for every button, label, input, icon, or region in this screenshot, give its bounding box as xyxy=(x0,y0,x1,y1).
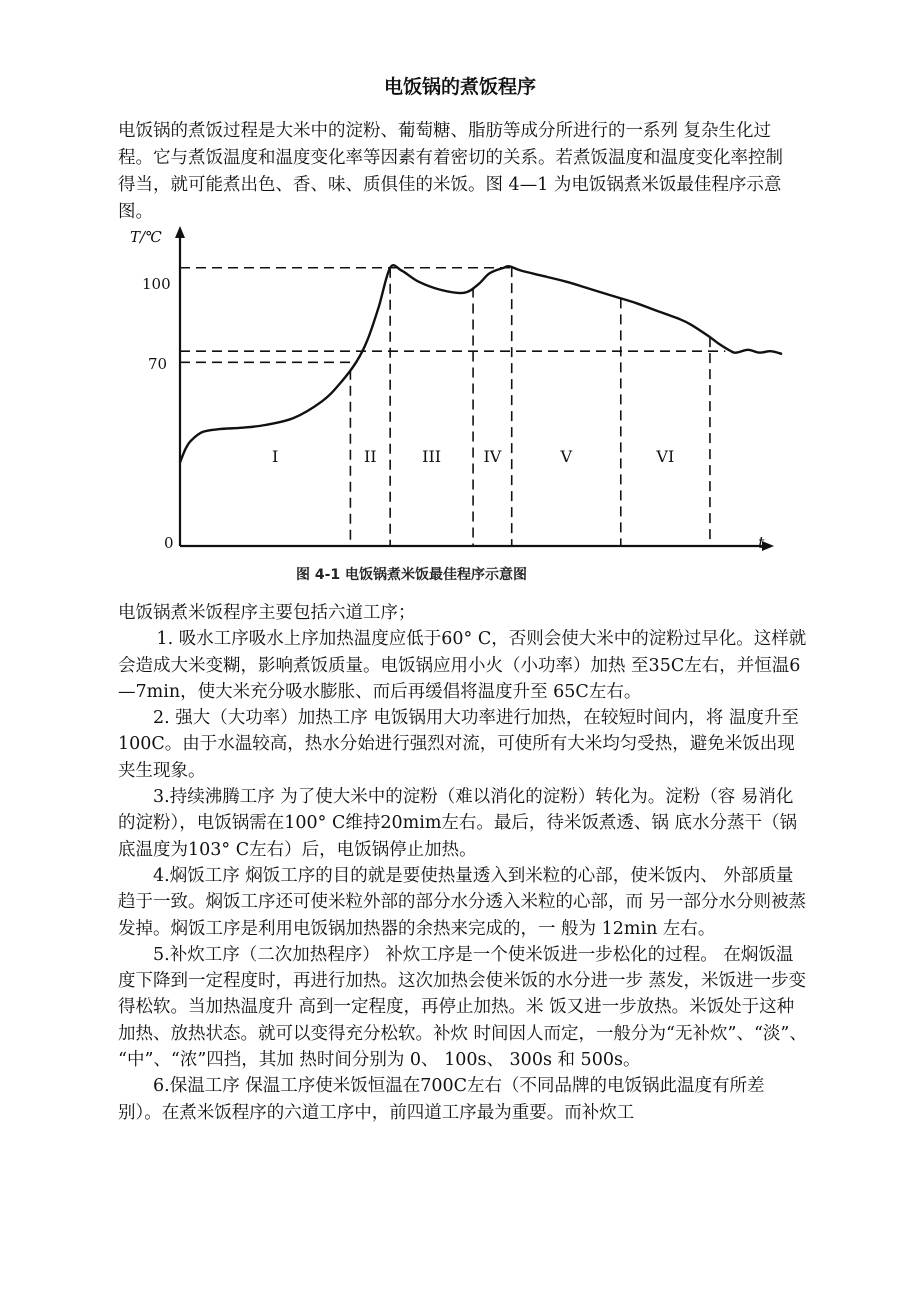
figure-4-1 xyxy=(118,220,798,590)
step-2: 2. 强大（大功率）加热工序 电饭锅用大功率进行加热，在较短时间内，将 温度升至100C。由于水温较高，热水分始进行强烈对流，可使所有大米均匀受热，避免米饭出现夹生现象。 xyxy=(118,708,799,781)
intro-paragraph: 电饭锅的煮饭过程是大米中的淀粉、葡萄糖、脂肪等成分所进行的一系列 复杂生化过程。它与煮饭温度和温度变化率等因素有着密切的关系。若煮饭温度和温度变化率控制得当，就可能煮出色、香、味、质俱佳的米饭。图 4—1 为电饭锅煮米饭最佳程序示意图。 xyxy=(118,121,783,222)
y-axis-label: T/℃ xyxy=(130,228,162,246)
stage-label-5: V xyxy=(560,447,573,466)
stage-label-2: II xyxy=(363,447,377,466)
stage-boundaries xyxy=(350,267,710,546)
step-6: 6.保温工序 保温工序使米饭恒温在700C左右（不同品牌的电饭锅此温度有所差别）。在煮米饭程序的六道工序中，前四道工序最为重要。而补炊工 xyxy=(118,1076,765,1123)
temperature-chart xyxy=(118,220,798,590)
figure-caption: 图 4-1 电饭锅煮米饭最佳程序示意图 xyxy=(296,567,528,583)
reference-lines xyxy=(180,268,725,363)
steps-intro: 电饭锅煮米饭程序主要包括六道工序； xyxy=(118,603,416,623)
step-4: 4.焖饭工序 焖饭工序的目的就是要使热量透入到米粒的心部，使米饭内、 外部质量趋于一致。焖饭工序还可使米粒外部的部分水分透入米粒的心部，而 另一部分水分则被蒸发掉。焖饭工序是利用电饭锅加热器的余热来完成的，一 般为 12min 左右。 xyxy=(118,865,807,939)
body-text xyxy=(118,600,808,1126)
stage-label-6: VI xyxy=(656,447,675,466)
page-title: 电饭锅的煮饭程序 xyxy=(383,76,536,98)
stage-label-1: I xyxy=(272,447,279,466)
step-1: 1. 吸水工序吸水上序加热温度应低于60° C，否则会使大米中的淀粉过早化。这样就会造成大米变糊，影响煮饭质量。电饭锅应用小火（小功率）加热 至35C左右，并恒温6—7min，使大米充分吸水膨胀、而后再缓倡将温度升至 65C左右。 xyxy=(118,629,807,702)
step-3: 3.持续沸腾工序 为了使大米中的淀粉（难以消化的淀粉）转化为。淀粉（容 易消化的淀粉），电饭锅需在100° C维持20mim左右。最后，待米饭煮透、锅 底水分蒸干（锅底温度为103° C左右）后，电饭锅停止加热。 xyxy=(118,787,797,860)
y-tick-70: 70 xyxy=(148,355,168,373)
stage-label-3: III xyxy=(422,447,442,466)
step-5: 5.补炊工序（二次加热程序） 补炊工序是一个使米饭进一步松化的过程。 在焖饭温度下降到一定程度时，再进行加热。这次加热会使米饭的水分进一步 蒸发，米饭进一步变得松软。当加热温度升 高到一定程度，再停止加热。米 饭又进一步放热。米饭处于这种加热、放热状态。就可以变得充分松软。补炊 时间因人而定，一般分为“无补炊”、“淡”、 “中”、“浓”四挡，其加 热时间分别为 0、 100s、 300s 和 500s。 xyxy=(118,944,807,1071)
temperature-curve xyxy=(180,265,782,462)
x-axis-label: t xyxy=(758,533,765,552)
y-axis-arrow xyxy=(175,226,185,238)
y-tick-100: 100 xyxy=(142,275,171,293)
stage-label-4: IV xyxy=(483,447,502,466)
y-tick-0: 0 xyxy=(164,534,174,552)
